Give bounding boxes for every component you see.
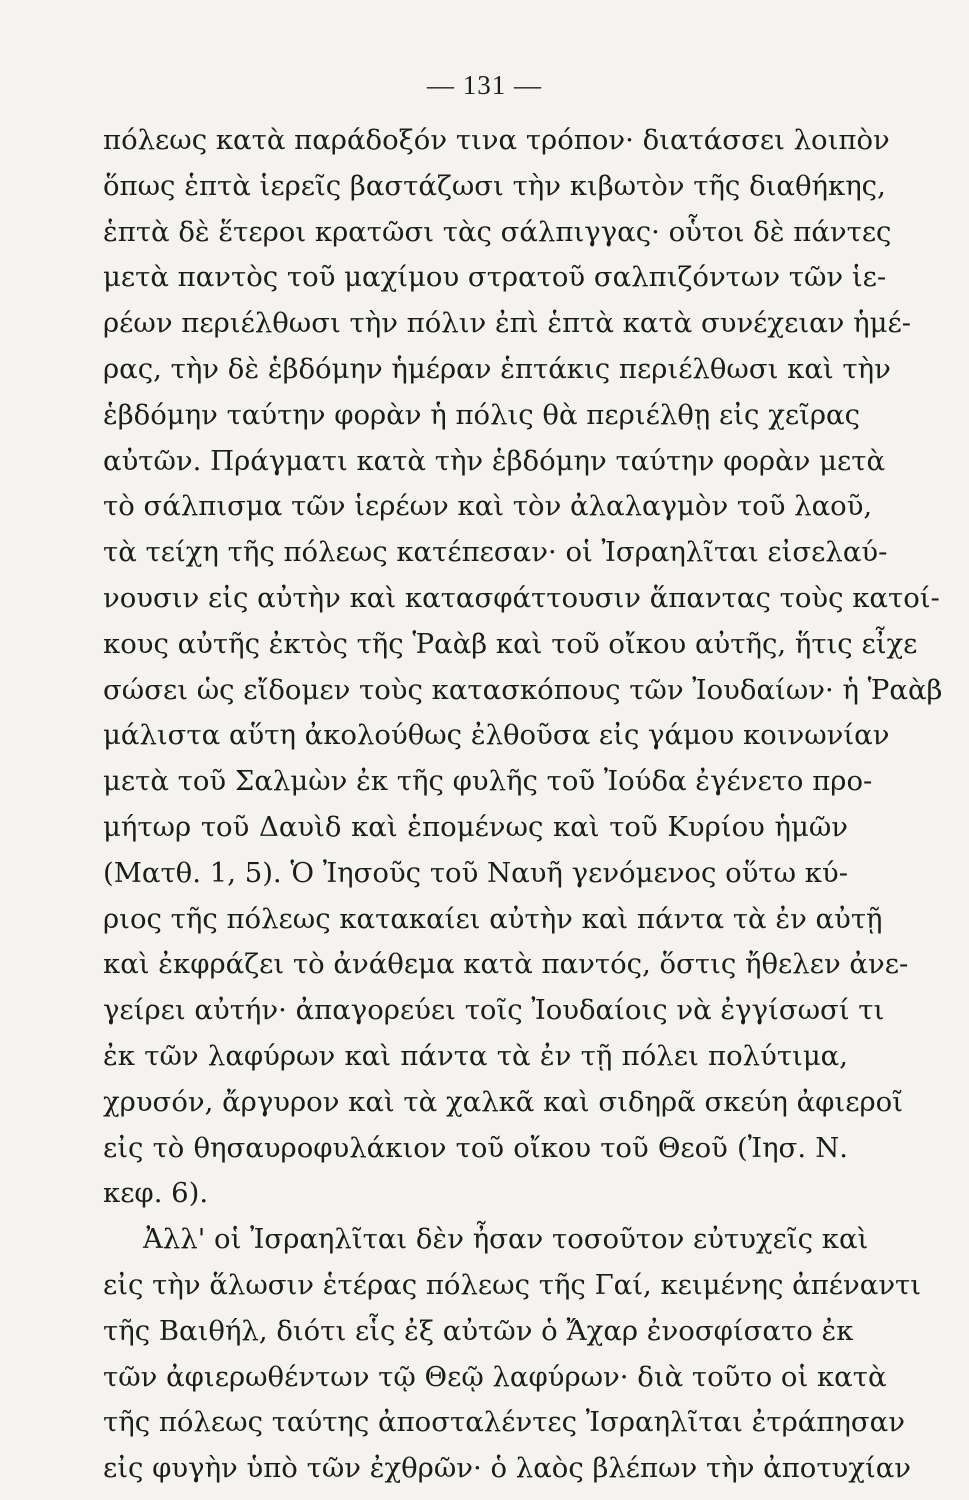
text-line: τῆς Βαιθήλ, διότι εἷς ἐξ αὐτῶν ὁ Ἄχαρ ἐνοσφίσατο ἐκ [103, 1314, 854, 1347]
text-line: αὐτῶν. Πράγματι κατὰ τὴν ἑβδόμην ταύτην φορὰν μετὰ [103, 444, 886, 477]
text-line: ρέων περιέλθωσι τὴν πόλιν ἐπὶ ἑπτὰ κατὰ συνέχειαν ἡμέ- [103, 307, 912, 340]
text-line: σώσει ὡς εἴδομεν τοὺς κατασκόπους τῶν Ἰουδαίων· ἡ Ῥαὰβ [103, 673, 943, 706]
text-line: ἑπτὰ δὲ ἕτεροι κρατῶσι τὰς σάλπιγγας· οὗτοι δὲ πάντες [103, 215, 892, 248]
text-line: εἰς τὴν ἅλωσιν ἑτέρας πόλεως τῆς Γαί, κειμένης ἀπέναντι [103, 1268, 922, 1301]
text-line: κεφ. 6). [103, 1177, 209, 1210]
page-number: — 131 — [427, 70, 542, 100]
text-line: εἰς φυγὴν ὑπὸ τῶν ἐχθρῶν· ὁ λαὸς βλέπων τὴν ἀποτυχίαν [103, 1452, 912, 1485]
text-line: γείρει αὐτήν· ἀπαγορεύει τοῖς Ἰουδαίοις νὰ ἐγγίσωσί τι [103, 994, 885, 1027]
text-line: τῆς πόλεως ταύτης ἀποσταλέντες Ἰσραηλῖται ἐτράπησαν [103, 1406, 905, 1439]
text-line: ἐκ τῶν λαφύρων καὶ πάντα τὰ ἐν τῇ πόλει πολύτιμα, [103, 1039, 848, 1072]
text-line: χρυσόν, ἄργυρον καὶ τὰ χαλκᾶ καὶ σιδηρᾶ σκεύη ἀφιεροῖ [103, 1085, 903, 1118]
text-line: εἰς τὸ θησαυροφυλάκιον τοῦ οἴκου τοῦ Θεοῦ (Ἰησ. Ν. [103, 1131, 848, 1164]
text-line: ρας, τὴν δὲ ἑβδόμην ἡμέραν ἑπτάκις περιέλθωσι καὶ τὴν [103, 352, 891, 385]
text-line: κους αὐτῆς ἐκτὸς τῆς Ῥαὰβ καὶ τοῦ οἴκου αὐτῆς, ἥτις εἶχε [103, 627, 918, 660]
text-line: μάλιστα αὕτη ἀκολούθως ἐλθοῦσα εἰς γάμου κοινωνίαν [103, 719, 890, 752]
paragraph-first-line: Ἀλλ' οἱ Ἰσραηλῖται δὲν ἦσαν τοσοῦτον εὐτυχεῖς καὶ [143, 1223, 869, 1256]
text-line: ἑβδόμην ταύτην φορὰν ἡ πόλις θὰ περιέλθῃ εἰς χεῖρας [103, 398, 861, 431]
body-text [103, 118, 943, 1492]
text-line: ριος τῆς πόλεως κατακαίει αὐτὴν καὶ πάντα τὰ ἐν αὐτῇ [103, 902, 883, 935]
text-line: νουσιν εἰς αὐτὴν καὶ κατασφάττουσιν ἅπαντας τοὺς κατοί- [103, 581, 940, 614]
text-line: μετὰ τοῦ Σαλμὼν ἐκ τῆς φυλῆς τοῦ Ἰούδα ἐγένετο προ- [103, 765, 873, 798]
text-line: ὅπως ἑπτὰ ἱερεῖς βαστάζωσι τὴν κιβωτὸν τῆς διαθήκης, [103, 169, 886, 202]
text-line: τὰ τείχη τῆς πόλεως κατέπεσαν· οἱ Ἰσραηλῖται εἰσελαύ- [103, 536, 888, 569]
text-line: καὶ ἐκφράζει τὸ ἀνάθεμα κατὰ παντός, ὅστις ἤθελεν ἀνε- [103, 948, 909, 981]
text-line: πόλεως κατὰ παράδοξόν τινα τρόπον· διατάσσει λοιπὸν [103, 124, 890, 156]
text-line: τὸ σάλπισμα τῶν ἱερέων καὶ τὸν ἀλαλαγμὸν τοῦ λαοῦ, [103, 490, 873, 523]
text-line: τῶν ἀφιερωθέντων τῷ Θεῷ λαφύρων· διὰ τοῦτο οἱ κατὰ [103, 1360, 887, 1393]
text-line: (Ματθ. 1, 5). Ὁ Ἰησοῦς τοῦ Ναυῆ γενόμενος οὕτω κύ- [103, 856, 848, 889]
text-line: μήτωρ τοῦ Δαυὶδ καὶ ἑπομένως καὶ τοῦ Κυρίου ἡμῶν [103, 810, 848, 843]
text-line: μετὰ παντὸς τοῦ μαχίμου στρατοῦ σαλπιζόντων τῶν ἱε- [103, 261, 887, 294]
